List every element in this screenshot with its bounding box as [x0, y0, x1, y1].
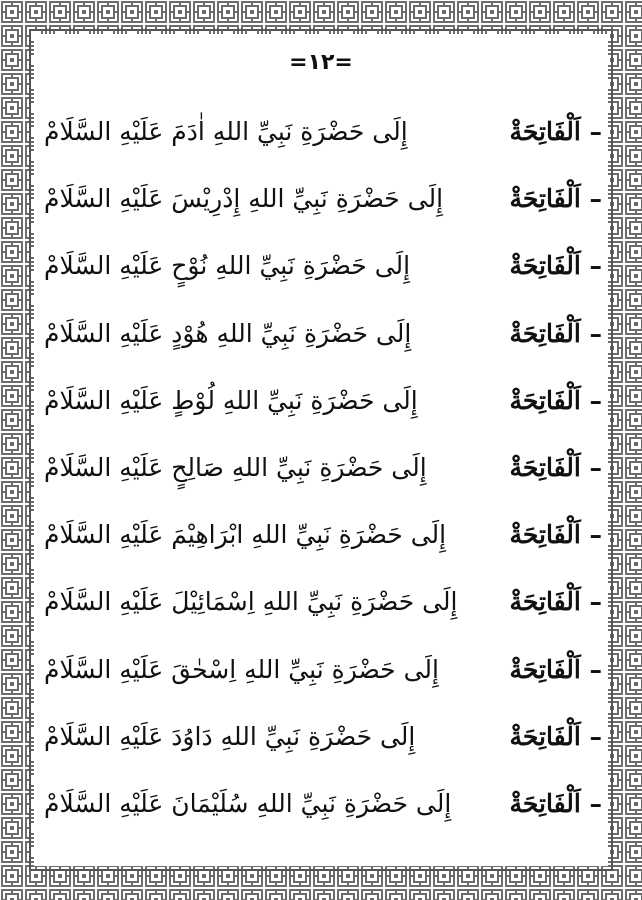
line-suffix: – اَلْفَاتِحَةْ: [509, 385, 602, 415]
line-suffix: – اَلْفَاتِحَةْ: [509, 654, 602, 684]
line-text: إِلَى حَضْرَةِ نَبِيِّ اللهِ اِسْحٰقَ عَلَيْهِ السَّلَامْ: [44, 654, 439, 684]
list-item: [44, 300, 602, 367]
line-suffix: – اَلْفَاتِحَةْ: [509, 520, 602, 550]
line-suffix: – اَلْفَاتِحَةْ: [509, 184, 602, 214]
list-item: [44, 703, 602, 770]
line-text: إِلَى حَضْرَةِ نَبِيِّ اللهِ إِدْرِيْسَ عَلَيْهِ السَّلَامْ: [44, 184, 444, 214]
list-item: [44, 770, 602, 837]
list-item: [44, 568, 602, 635]
line-text: إِلَى حَضْرَةِ نَبِيِّ اللهِ ابْرَاهِيْمَ عَلَيْهِ السَّلَامْ: [44, 520, 447, 550]
line-suffix: – اَلْفَاتِحَةْ: [509, 788, 602, 818]
list-item: [44, 98, 602, 165]
line-suffix: – اَلْفَاتِحَةْ: [509, 453, 602, 483]
page-number: =١٢=: [289, 50, 353, 75]
line-text: إِلَى حَضْرَةِ نَبِيِّ اللهِ لُوْطٍ عَلَيْهِ السَّلَامْ: [44, 385, 418, 415]
line-text: إِلَى حَضْرَةِ نَبِيِّ اللهِ سُلَيْمَانَ عَلَيْهِ السَّلَامْ: [44, 788, 452, 818]
list-item: [44, 367, 602, 434]
list-item: [44, 165, 602, 232]
list-item: [44, 232, 602, 299]
list-item: [44, 636, 602, 703]
list-item: [44, 501, 602, 568]
line-text: إِلَى حَضْرَةِ نَبِيِّ اللهِ اِسْمَائِيْلَ عَلَيْهِ السَّلَامْ: [44, 587, 458, 617]
line-text: إِلَى حَضْرَةِ نَبِيِّ اللهِ هُوْدٍ عَلَيْهِ السَّلَامْ: [44, 318, 412, 348]
line-suffix: – اَلْفَاتِحَةْ: [509, 251, 602, 281]
line-text: إِلَى حَضْرَةِ نَبِيِّ اللهِ نُوْحٍ عَلَيْهِ السَّلَامْ: [44, 251, 411, 281]
line-suffix: – اَلْفَاتِحَةْ: [509, 721, 602, 751]
line-suffix: – اَلْفَاتِحَةْ: [509, 117, 602, 147]
line-suffix: – اَلْفَاتِحَةْ: [509, 318, 602, 348]
line-text: إِلَى حَضْرَةِ نَبِيِّ اللهِ دَاوُدَ عَلَيْهِ السَّلَامْ: [44, 721, 416, 751]
line-text: إِلَى حَضْرَةِ نَبِيِّ اللهِ اٰدَمَ عَلَيْهِ السَّلَامْ: [44, 117, 408, 147]
list-item: [44, 434, 602, 501]
line-text: إِلَى حَضْرَةِ نَبِيِّ اللهِ صَالِحٍ عَلَيْهِ السَّلَامْ: [44, 453, 427, 483]
supplication-list: [44, 98, 602, 838]
line-suffix: – اَلْفَاتِحَةْ: [509, 587, 602, 617]
